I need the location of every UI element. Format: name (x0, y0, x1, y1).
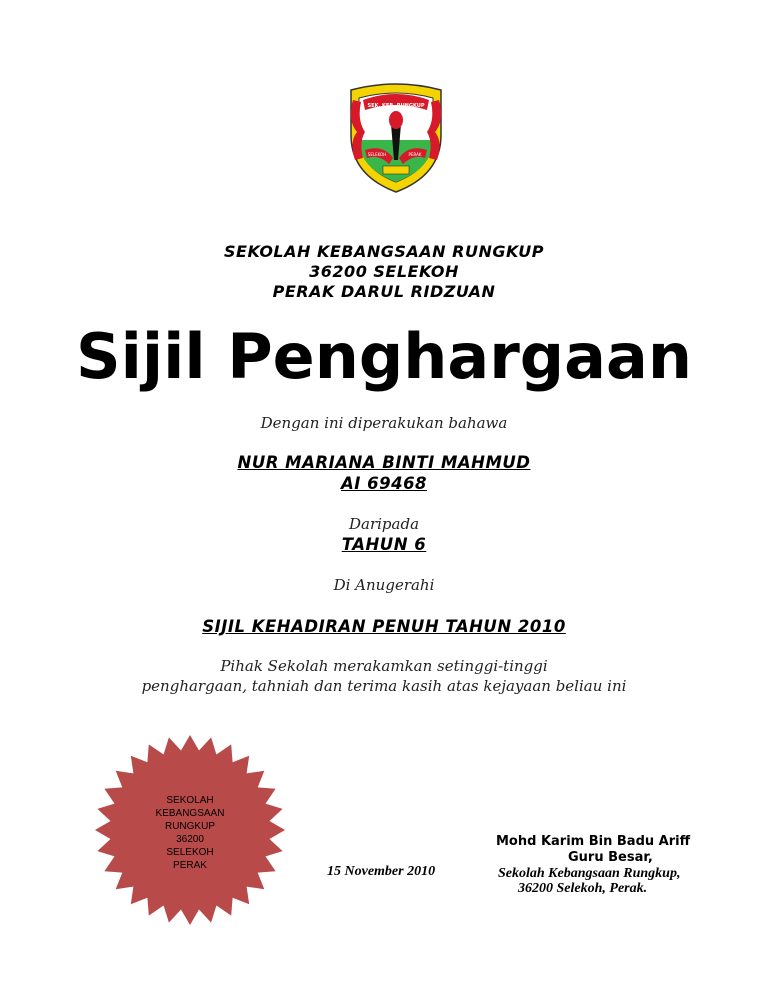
seal-line: 36200 (176, 834, 204, 845)
crest-text-top: SEK. KEB. RUNGKUP (367, 103, 425, 109)
signatory-name: Mohd Karim Bin Badu Ariff (496, 834, 691, 849)
school-state: PERAK DARUL RIDZUAN (272, 282, 496, 301)
signatory-title: Guru Besar, (568, 850, 653, 865)
message-line1: Pihak Sekolah merakamkan setinggi-tinggi (220, 657, 548, 675)
school-postcode-town: 36200 SELEKOH (309, 262, 459, 281)
award-title: SIJIL KEHADIRAN PENUH TAHUN 2010 (202, 617, 566, 636)
certificate-title: Sijil Penghargaan (75, 320, 692, 393)
seal-line: SELEKOH (166, 847, 214, 858)
school-crest-icon (343, 80, 449, 195)
signatory-school: Sekolah Kebangsaan Rungkup, (498, 866, 681, 881)
crest-text-right: PERAK (408, 152, 422, 157)
seal-line: SEKOLAH (166, 795, 214, 806)
recipient-name: NUR MARIANA BINTI MAHMUD (237, 453, 531, 472)
seal-text (140, 794, 240, 872)
signatory-address: 36200 Selekoh, Perak. (518, 881, 648, 896)
recipient-id: AI 69468 (340, 474, 428, 493)
message-line2: penghargaan, tahniah dan terima kasih atas kejayaan beliau ini (141, 677, 627, 695)
certificate-date: 15 November 2010 (327, 864, 436, 879)
seal-line: RUNGKUP (164, 821, 215, 832)
seal-line: KEBANGSAAN (155, 808, 225, 819)
awarded-label: Di Anugerahi (333, 576, 435, 594)
crest-text-left: SELEKOH (367, 152, 387, 157)
seal-line: PERAK (173, 860, 207, 871)
school-name: SEKOLAH KEBANGSAAN RUNGKUP (223, 242, 545, 261)
class-name: TAHUN 6 (341, 535, 427, 554)
from-label: Daripada (348, 515, 420, 533)
intro-text: Dengan ini diperakukan bahawa (260, 414, 508, 432)
